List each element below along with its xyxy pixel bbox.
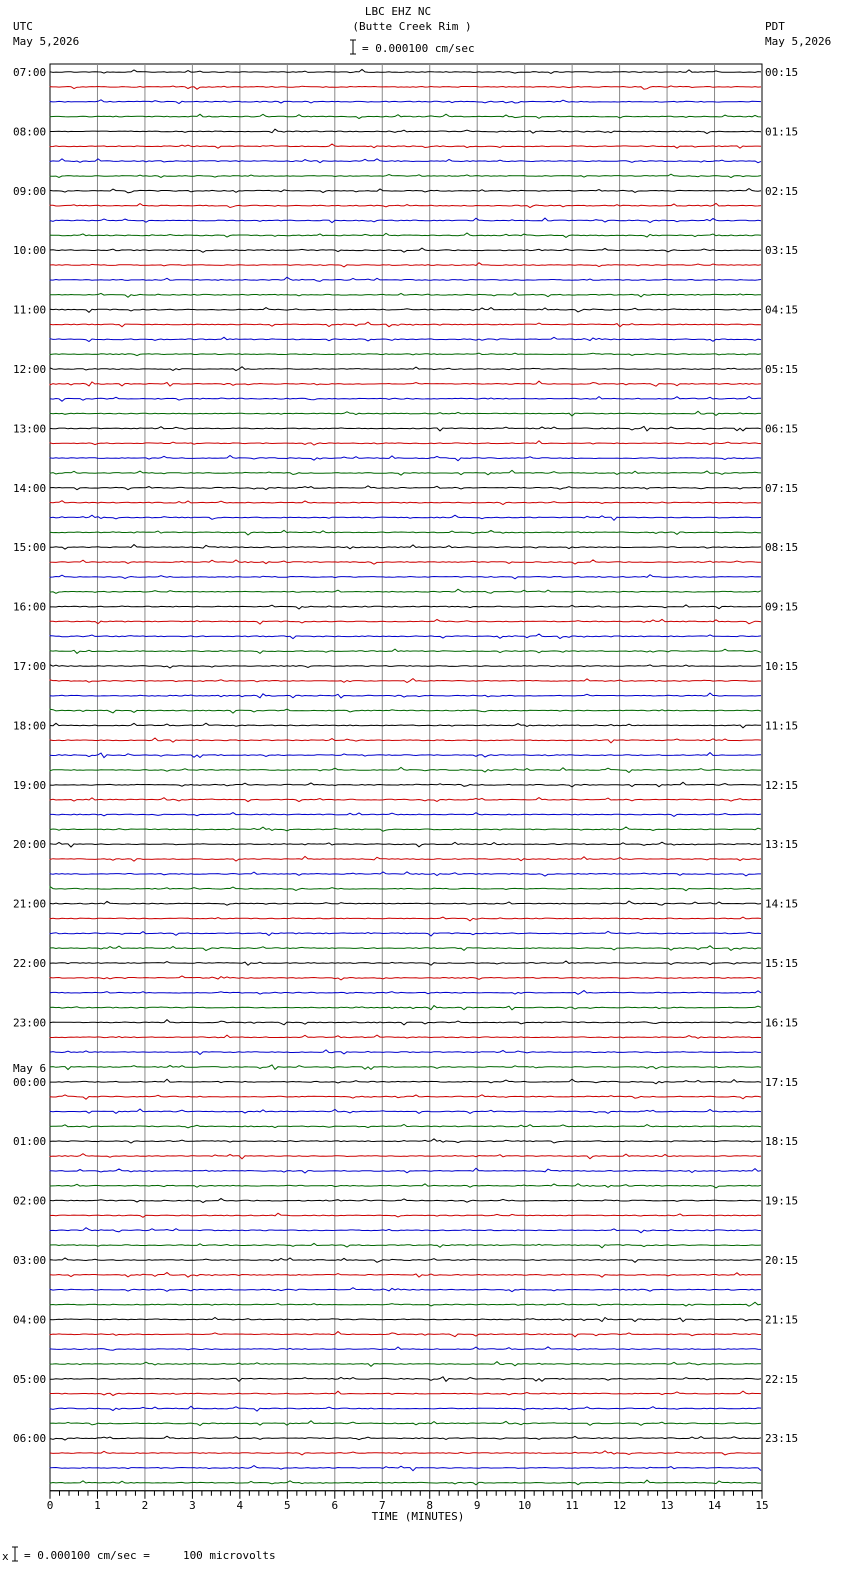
trace-44	[50, 723, 761, 728]
trace-62	[50, 991, 761, 995]
trace-31	[50, 530, 761, 535]
right-hour-label: 14:15	[765, 897, 799, 911]
trace-16	[50, 308, 761, 313]
trace-92	[50, 1436, 761, 1440]
trace-49	[50, 798, 761, 802]
trace-17	[50, 322, 761, 327]
trace-11	[50, 233, 761, 237]
left-hour-label: 11:00	[13, 303, 47, 317]
trace-94	[50, 1466, 761, 1471]
x-tick-label: 12	[612, 1498, 627, 1512]
trace-68	[50, 1079, 761, 1084]
right-hour-label: 04:15	[765, 303, 799, 317]
x-tick-label: 6	[331, 1498, 339, 1512]
footer-scale-label: = 0.000100 cm/sec = 100 microvolts	[24, 1549, 276, 1562]
right-hour-label: 11:15	[765, 719, 799, 733]
plot-frame	[50, 64, 762, 1491]
trace-41	[50, 679, 761, 683]
trace-76	[50, 1199, 761, 1203]
plot-grid	[50, 64, 762, 1491]
trace-81	[50, 1273, 761, 1278]
x-tick-label: 1	[94, 1498, 101, 1512]
trace-78	[50, 1228, 761, 1233]
trace-69	[50, 1095, 761, 1099]
trace-0	[50, 69, 761, 73]
right-hour-label: 21:15	[765, 1313, 799, 1327]
trace-3	[50, 114, 761, 118]
x-tick-label: 10	[518, 1498, 532, 1512]
trace-9	[50, 203, 761, 207]
trace-10	[50, 218, 761, 223]
trace-26	[50, 456, 761, 461]
left-hour-label: 00:00	[13, 1075, 47, 1089]
trace-90	[50, 1406, 761, 1411]
right-hour-label: 13:15	[765, 838, 799, 852]
left-hour-label: 10:00	[13, 244, 47, 258]
trace-82	[50, 1288, 761, 1292]
trace-59	[50, 946, 761, 951]
right-hour-label: 10:15	[765, 660, 799, 673]
right-hour-label: 20:15	[765, 1254, 799, 1267]
trace-75	[50, 1184, 761, 1188]
trace-8	[50, 189, 761, 193]
trace-86	[50, 1347, 761, 1350]
x-tick-label: 3	[189, 1498, 196, 1512]
trace-47	[50, 767, 761, 772]
station-title: LBC EHZ NC	[364, 5, 432, 18]
scale-bar-icon	[350, 40, 356, 54]
x-tick-label: 8	[426, 1498, 434, 1512]
x-tick-label: 13	[660, 1498, 674, 1512]
trace-54	[50, 872, 761, 876]
right-hour-label: 05:15	[765, 363, 799, 376]
trace-19	[50, 353, 761, 356]
trace-25	[50, 441, 761, 445]
trace-74	[50, 1168, 761, 1173]
right-hour-labels	[765, 66, 798, 1445]
trace-34	[50, 575, 761, 579]
x-tick-label: 4	[236, 1498, 244, 1512]
trace-50	[50, 813, 761, 817]
left-hour-label: 07:00	[13, 66, 47, 79]
trace-52	[50, 842, 761, 847]
footer-marker: x	[2, 1550, 9, 1563]
left-hour-label: 13:00	[13, 422, 47, 436]
trace-73	[50, 1154, 761, 1159]
trace-89	[50, 1391, 761, 1395]
left-hour-label: 09:00	[13, 184, 47, 198]
trace-79	[50, 1243, 761, 1247]
x-tick-label: 14	[707, 1498, 722, 1512]
trace-93	[50, 1451, 761, 1455]
right-hour-label: 16:15	[765, 1016, 799, 1030]
trace-2	[50, 100, 761, 104]
left-hour-label: 04:00	[13, 1313, 47, 1327]
scale-label: = 0.000100 cm/sec	[362, 42, 475, 55]
trace-64	[50, 1020, 761, 1025]
trace-65	[50, 1035, 761, 1038]
right-hour-label: 09:15	[765, 600, 799, 614]
trace-23	[50, 411, 761, 416]
trace-18	[50, 337, 761, 341]
trace-45	[50, 738, 761, 743]
trace-58	[50, 931, 761, 936]
right-hour-label: 12:15	[765, 778, 799, 792]
trace-53	[50, 856, 761, 861]
right-hour-label: 22:15	[765, 1372, 799, 1386]
right-hour-label: 06:15	[765, 422, 799, 436]
trace-13	[50, 263, 761, 267]
x-tick-label: 0	[46, 1498, 54, 1512]
right-hour-label: 00:15	[765, 66, 799, 79]
chart-header	[13, 5, 831, 55]
trace-4	[50, 129, 761, 133]
trace-21	[50, 381, 761, 386]
trace-37	[50, 619, 761, 624]
trace-77	[50, 1213, 761, 1217]
left-hour-label: 23:00	[13, 1016, 47, 1030]
trace-51	[50, 827, 761, 831]
trace-24	[50, 426, 761, 431]
trace-67	[50, 1065, 761, 1070]
trace-39	[50, 649, 761, 653]
left-hour-label: 03:00	[13, 1254, 47, 1267]
left-hour-label: 16:00	[13, 600, 47, 614]
x-tick-label: 9	[473, 1498, 481, 1512]
left-hour-label: 15:00	[13, 541, 47, 555]
trace-38	[50, 634, 761, 639]
trace-88	[50, 1377, 761, 1382]
trace-30	[50, 515, 761, 520]
left-hour-label: 18:00	[13, 719, 47, 733]
trace-71	[50, 1124, 761, 1127]
x-tick-label: 7	[378, 1498, 386, 1512]
right-hour-label: 02:15	[765, 184, 799, 198]
right-hour-label: 19:15	[765, 1194, 799, 1208]
trace-1	[50, 86, 761, 89]
trace-48	[50, 782, 761, 787]
trace-70	[50, 1109, 761, 1113]
left-hour-label: 12:00	[13, 363, 47, 376]
left-hour-label: 08:00	[13, 125, 47, 139]
left-hour-label: 01:00	[13, 1135, 47, 1149]
trace-66	[50, 1050, 761, 1055]
trace-group	[50, 69, 761, 1484]
x-tick-label: 11	[565, 1498, 579, 1512]
right-hour-label: 15:15	[765, 957, 799, 970]
trace-33	[50, 560, 761, 564]
trace-27	[50, 470, 761, 475]
trace-32	[50, 545, 761, 550]
trace-85	[50, 1332, 761, 1337]
chart-footer	[2, 1547, 276, 1563]
trace-14	[50, 277, 761, 281]
x-tick-label: 15	[755, 1498, 769, 1512]
trace-61	[50, 976, 761, 980]
trace-20	[50, 367, 761, 371]
trace-56	[50, 901, 761, 905]
trace-84	[50, 1318, 761, 1322]
right-timezone: PDT	[765, 20, 785, 33]
left-hour-label: 17:00	[13, 660, 47, 673]
x-axis-title: TIME (MINUTES)	[371, 1510, 465, 1523]
trace-42	[50, 693, 761, 698]
left-timezone: UTC	[13, 20, 33, 33]
left-hour-label: 20:00	[13, 838, 47, 852]
left-hour-label: 14:00	[13, 481, 47, 495]
trace-12	[50, 248, 761, 252]
trace-80	[50, 1258, 761, 1262]
right-hour-label: 08:15	[765, 541, 799, 555]
trace-87	[50, 1362, 761, 1367]
footer-scale-bar-icon	[12, 1547, 18, 1561]
right-hour-label: 17:15	[765, 1075, 799, 1089]
left-hour-label: 05:00	[13, 1372, 47, 1386]
right-hour-label: 18:15	[765, 1135, 799, 1149]
trace-15	[50, 293, 761, 297]
right-date: May 5,2026	[765, 35, 832, 48]
trace-40	[50, 665, 761, 668]
x-tick-label: 5	[284, 1498, 291, 1512]
left-hour-label: 22:00	[13, 957, 47, 970]
left-hour-label: 19:00	[13, 778, 47, 792]
left-hour-labels	[13, 66, 46, 1445]
x-axis	[47, 1491, 769, 1512]
trace-7	[50, 174, 761, 177]
right-hour-label: 01:15	[765, 125, 799, 139]
trace-46	[50, 753, 761, 758]
trace-63	[50, 1006, 761, 1010]
right-hour-label: 07:15	[765, 481, 799, 495]
left-hour-label: 06:00	[13, 1432, 47, 1446]
station-location: (Butte Creek Rim )	[352, 20, 472, 33]
trace-57	[50, 917, 761, 921]
left-hour-label: 21:00	[13, 897, 47, 911]
trace-55	[50, 887, 761, 891]
trace-5	[50, 144, 761, 148]
trace-72	[50, 1139, 761, 1143]
left-hour-label: 02:00	[13, 1194, 47, 1208]
trace-60	[50, 961, 761, 965]
trace-36	[50, 605, 761, 609]
trace-6	[50, 159, 761, 163]
trace-83	[50, 1302, 761, 1306]
trace-35	[50, 589, 761, 593]
trace-29	[50, 501, 761, 505]
trace-22	[50, 397, 761, 402]
left-date: May 5,2026	[13, 35, 80, 48]
right-hour-label: 03:15	[765, 244, 799, 258]
trace-91	[50, 1421, 761, 1426]
trace-28	[50, 486, 761, 490]
x-tick-label: 2	[141, 1498, 149, 1512]
right-hour-label: 23:15	[765, 1432, 799, 1446]
trace-95	[50, 1480, 761, 1485]
trace-43	[50, 709, 761, 713]
date-change-label: May 6	[13, 1061, 47, 1075]
